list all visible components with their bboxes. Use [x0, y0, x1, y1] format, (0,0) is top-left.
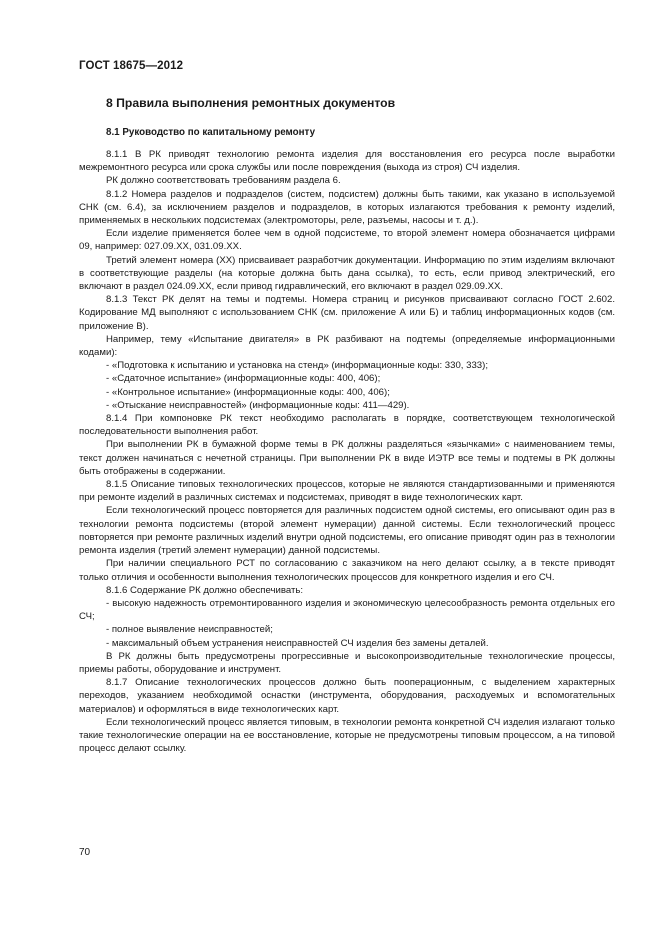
paragraph: При наличии специального РСТ по согласованию с заказчиком на него делают ссылку, а в тексте приводят только отличия и особенности выполнения технологических процессов для конкретного изделия и его СЧ.: [79, 558, 615, 583]
paragraph-list: [79, 148, 615, 755]
section-title: 8 Правила выполнения ремонтных документов: [106, 96, 396, 110]
list-item: - «Отыскание неисправностей» (информационные коды: 411—429).: [106, 399, 410, 411]
list-item: - высокую надежность отремонтированного изделия и экономическую целесообразность ремонта отдельных его СЧ;: [79, 597, 615, 623]
paragraph: 8.1.1 В РК приводят технологию ремонта изделия для восстановления его ресурса после выработки межремонтного ресурса или срока службы или после повреждения (выхода из строя) СЧ изделия.: [79, 149, 615, 174]
list-item: - «Сдаточное испытание» (информационные коды: 400, 406);: [106, 373, 381, 385]
paragraph: Если технологический процесс повторяется для различных подсистем одной системы, его описывают один раз в технологии ремонта подсистемы (второй элемент нумерации) данной системы. Если технологический процесс повторяется при ремонте различных изделий внутри одной подсистемы, его описание приводят один раз в технологии ремонта изделия (третий элемент нумерации) данной подсистемы.: [79, 505, 615, 557]
paragraph: 8.1.5 Описание типовых технологических процессов, которые не являются стандартизованными и применяются при ремонте изделий в различных системах и подсистемах, приводят в виде технологических карт.: [79, 479, 615, 504]
paragraph: 8.1.3 Текст РК делят на темы и подтемы. Номера страниц и рисунков присваивают согласно ГОСТ 2.602. Кодирование МД выполняют с использованием СНК (см. приложение А или Б) и таблиц информационных кодов (см. приложение В).: [79, 294, 615, 332]
subsection-title: 8.1 Руководство по капитальному ремонту: [106, 127, 316, 138]
paragraph: 8.1.6 Содержание РК должно обеспечивать:: [106, 584, 304, 596]
list-item: - «Контрольное испытание» (информационные коды: 400, 406);: [106, 386, 390, 398]
paragraph: Например, тему «Испытание двигателя» в РК разбивают на подтемы (определяемые информационными кодами):: [79, 333, 615, 359]
list-item: - «Подготовка к испытанию и установка на стенд» (информационные коды: 330, 333);: [106, 360, 488, 372]
paragraph: 8.1.7 Описание технологических процессов должно быть пооперационным, с выделением характерных переходов, указанием необходимой оснастки (инструмента, оборудования, расходуемых и вспомогательных материалов) и оформляться в виде технологических карт.: [79, 677, 615, 715]
paragraph: Третий элемент номера (XX) присваивает разработчик документации. Информацию по этим изделиям включают в соответствующие разделы (на которые должна быть дана ссылка), то есть, если привод электрический, его включают в раздел 024.09.XX, если привод гидравлический, его включают в раздел 029.09.XX.: [79, 254, 615, 293]
list-item: - максимальный объем устранения неисправностей СЧ изделия без замены деталей.: [106, 637, 489, 649]
paragraph: РК должно соответствовать требованиям раздела 6.: [106, 175, 341, 187]
paragraph: Если изделие применяется более чем в одной подсистеме, то второй элемент номера обозначается цифрами 09, например: 027.09.XX, 031.09.XX.: [79, 228, 615, 253]
list-item: - полное выявление неисправностей;: [106, 624, 273, 636]
document-body: [79, 96, 615, 755]
document-header: ГОСТ 18675—2012: [79, 60, 184, 72]
page-number: 70: [79, 847, 91, 858]
paragraph: В РК должны быть предусмотрены прогрессивные и высокопроизводительные технологические процессы, приемы работы, оборудование и инструмент.: [79, 650, 615, 675]
paragraph: 8.1.4 При компоновке РК текст необходимо располагать в порядке, соответствующем технологической последовательности выполнения работ.: [79, 413, 615, 438]
paragraph: 8.1.2 Номера разделов и подразделов (систем, подсистем) должны быть такими, как указано в используемой СНК (см. 6.4), за исключением разделов и подразделов, в которых излагаются требования к ремонту изделий, применяемых в нескольких подсистемах (электромоторы, реле, разъемы, насосы и т. д.).: [79, 188, 615, 227]
paragraph: При выполнении РК в бумажной форме темы в РК должны разделяться «язычками» с наименованием темы, текст должен начинаться с нечетной страницы. При выполнении РК в виде ИЭТР все темы и подтемы в РК должны быть отображены в содержании.: [79, 439, 615, 477]
paragraph: Если технологический процесс является типовым, в технологии ремонта конкретной СЧ изделия излагают только такие технологические операции на ее восстановление, которые не предусмотрены типовым процессом, а на типовой процесс делают ссылку.: [79, 716, 615, 755]
